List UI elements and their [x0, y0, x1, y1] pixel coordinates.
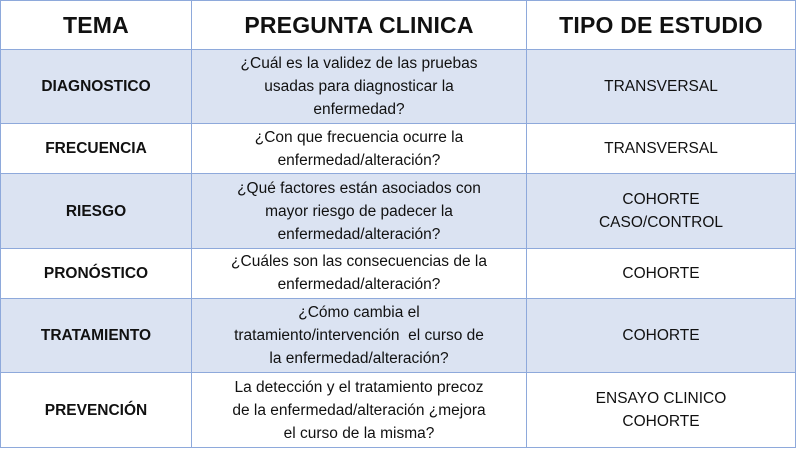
- pregunta-line: enfermedad/alteración?: [277, 151, 441, 169]
- header-row: [1, 1, 796, 50]
- tipo-line: COHORTE: [622, 327, 700, 345]
- pregunta-cell: [192, 124, 527, 174]
- pregunta-line: tratamiento/intervención el curso de: [234, 327, 484, 345]
- pregunta-cell: [192, 50, 527, 124]
- table-row: [1, 298, 796, 372]
- pregunta-line: ¿Qué factores están asociados con: [237, 179, 481, 197]
- tipo-line: ENSAYO CLINICO: [595, 390, 727, 408]
- table-row: [1, 248, 796, 298]
- pregunta-line: mayor riesgo de padecer la: [265, 202, 453, 220]
- pregunta-line: enfermedad/alteración?: [277, 225, 441, 243]
- pregunta-line: el curso de la misma?: [283, 424, 435, 442]
- pregunta-line: usadas para diagnosticar la: [264, 78, 454, 96]
- tipo-cell: [527, 248, 796, 298]
- header-tipo-de-estudio: TIPO DE ESTUDIO: [527, 1, 796, 50]
- tipo-cell: [527, 124, 796, 174]
- pregunta-line: enfermedad/alteración?: [277, 276, 441, 294]
- tipo-cell: [527, 298, 796, 372]
- tipo-line: TRANSVERSAL: [604, 140, 718, 158]
- header-tema: TEMA: [1, 1, 192, 50]
- tema-cell: DIAGNOSTICO: [1, 50, 192, 124]
- pregunta-line: la enfermedad/alteración?: [269, 350, 449, 368]
- table-row: [1, 373, 796, 448]
- pregunta-cell: [192, 373, 527, 448]
- tipo-cell: [527, 373, 796, 448]
- tema-cell: FRECUENCIA: [1, 124, 192, 174]
- tipo-cell: [527, 174, 796, 248]
- header-pregunta-clinica: PREGUNTA CLINICA: [192, 1, 527, 50]
- table-row: [1, 124, 796, 174]
- tipo-line: CASO/CONTROL: [598, 214, 723, 232]
- pregunta-line: enfermedad?: [313, 101, 405, 119]
- tipo-line: COHORTE: [622, 191, 700, 209]
- pregunta-line: ¿Cuáles son las consecuencias de la: [231, 253, 487, 271]
- pregunta-cell: [192, 248, 527, 298]
- tipo-line: COHORTE: [622, 264, 700, 282]
- tema-cell: PRONÓSTICO: [1, 248, 192, 298]
- pregunta-line: La detección y el tratamiento precoz: [234, 378, 484, 396]
- tema-cell: TRATAMIENTO: [1, 298, 192, 372]
- tema-cell: RIESGO: [1, 174, 192, 248]
- pregunta-line: ¿Cuál es la validez de las pruebas: [240, 55, 478, 73]
- tipo-cell: [527, 50, 796, 124]
- pregunta-line: ¿Con que frecuencia ocurre la: [254, 128, 464, 146]
- table-row: [1, 50, 796, 124]
- tema-cell: PREVENCIÓN: [1, 373, 192, 448]
- pregunta-cell: [192, 174, 527, 248]
- tipo-line: TRANSVERSAL: [604, 78, 718, 96]
- tipo-line: COHORTE: [622, 413, 700, 431]
- pregunta-line: de la enfermedad/alteración ¿mejora: [232, 401, 486, 419]
- pregunta-cell: [192, 298, 527, 372]
- table-row: [1, 174, 796, 248]
- pregunta-line: ¿Cómo cambia el: [298, 304, 420, 322]
